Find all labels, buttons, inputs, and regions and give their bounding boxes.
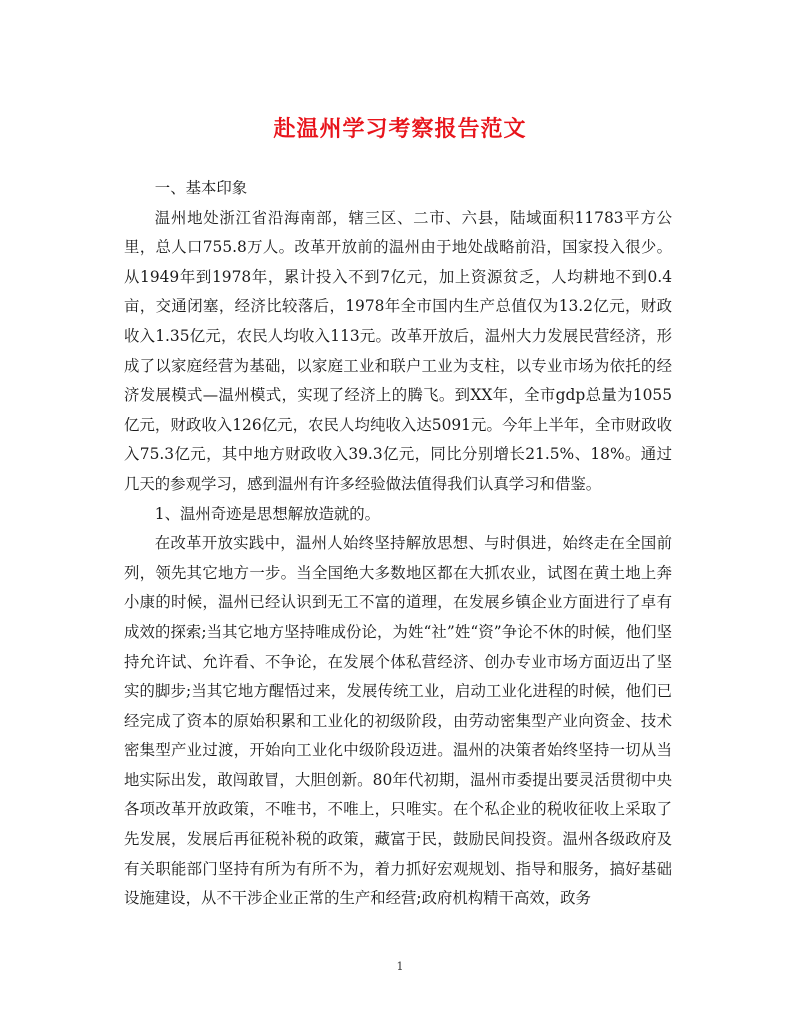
body-paragraph: 温州地处浙江省沿海南部，辖三区、二市、六县，陆域面积11783平方公里，总人口755.8万人。改革开放前的温州由于地处战略前沿，国家投入很少。从1949年到1978年，累计投入不到7亿元，加上资源贫乏，人均耕地不到0.4亩，交通闭塞，经济比较落后，1978年全市国内生产总值仅为13.2亿元，财政收入1.35亿元，农民人均收入113元。改革开放后，温州大力发展民营经济，形成了以家庭经营为基础，以家庭工业和联户工业为支柱，以专业市场为依托的经济发展模式—温州模式，实现了经济上的腾飞。到XX年，全市gdp总量为1055亿元，财政收入126亿元，农民人均纯收入达5091元。今年上半年，全市财政收入75.3亿元，其中地方财政收入39.3亿元，同比分别增长21.5%、18%。通过几天的参观学习，感到温州有许多经验做法值得我们认真学习和借鉴。 [124, 208, 672, 493]
body-paragraph: 在改革开放实践中，温州人始终坚持解放思想、与时俱进，始终走在全国前列，领先其它地方一步。当全国绝大多数地区都在大抓农业，试图在黄土地上奔小康的时候，温州已经认识到无工不富的道理，在发展乡镇企业方面进行了卓有成效的探索;当其它地方坚持唯成份论，为姓“社”姓“资”争论不休的时候，他们坚持允许试、允许看、不争论，在发展个体私营经济、创办专业市场方面迈出了坚实的脚步;当其它地方醒悟过来，发展传统工业，启动工业化进程的时候，他们已经完成了资本的原始积累和工业化的初级阶段，由劳动密集型产业向资金、技术密集型产业过渡，开始向工业化中级阶段迈进。温州的决策者始终坚持一切从当地实际出发，敢闯敢冒，大胆创新。80年代初期，温州市委提出要灵活贯彻中央各项改革开放政策，不唯书，不唯上，只唯实。在个私企业的税收征收上采取了先发展，发展后再征税补税的政策，藏富于民，鼓励民间投资。温州各级政府及有关职能部门坚持有所为有所不为，着力抓好宏观规划、指导和服务，搞好基础设施建设，从不干涉企业正常的生产和经营;政府机构精干高效，政务 [124, 534, 672, 908]
page-number: 1 [396, 960, 404, 973]
section-heading: 一、基本印象 [154, 179, 248, 197]
document-body [124, 174, 672, 914]
subsection-heading: 1、温州奇迹是思想解放造就的。 [154, 504, 381, 523]
document-title: 赴温州学习考察报告范文 [273, 116, 527, 142]
